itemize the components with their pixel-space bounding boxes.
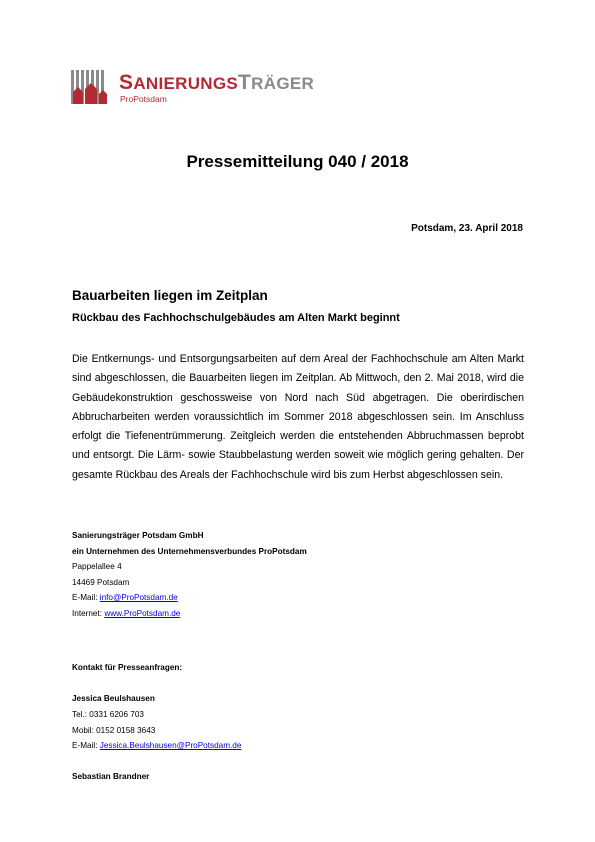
company-web-link[interactable]: www.ProPotsdam.de <box>104 608 181 618</box>
company-street: Pappelallee 4 <box>72 562 122 572</box>
company-email-row <box>72 590 307 606</box>
contact2-name: Sebastian Brandner <box>72 772 150 782</box>
contact1-email-label: E-Mail: <box>72 741 100 751</box>
article-title: Bauarbeiten liegen im Zeitplan <box>72 288 268 303</box>
contact1-tel: Tel.: 0331 6206 703 <box>72 709 144 719</box>
article-subtitle: Rückbau des Fachhochschulgebäudes am Alten Markt beginnt <box>72 312 400 324</box>
logo-wordmark: SANIERUNGSTRÄGER <box>119 71 315 94</box>
company-tagline: ein Unternehmen des Unternehmensverbundes ProPotsdam <box>72 546 307 556</box>
press-contact-heading: Kontakt für Presseanfragen: <box>72 663 183 673</box>
logo-mark-icon <box>70 70 114 104</box>
company-city: 14469 Potsdam <box>72 577 130 587</box>
contact-block <box>72 528 307 785</box>
company-email-link[interactable]: info@ProPotsdam.de <box>99 593 178 603</box>
logo-subtitle: ProPotsdam <box>120 94 167 104</box>
press-release-headline: Pressemitteilung 040 / 2018 <box>186 152 409 171</box>
article-body: Die Entkernungs- und Entsorgungsarbeiten auf dem Areal der Fachhochschule am Alten Markt sind abgeschlossen, die Bauarbeiten liegen im Zeitplan. Ab Mittwoch, den 2. Mai 2018, wird die Gebäudekonstruktion geschossweise von Nord nach Süd abgetragen. Die oberirdischen Abbrucharbeiten werden voraussichtlich im Sommer 2018 abgeschlossen sein. Im Anschluss erfolgt die Tiefenentrümmerung. Zeitgleich werden die entstehenden Abbruchmassen beprobt und entsorgt. Die Lärm- sowie Staubbelastung werden soweit wie möglich gering gehalten. Der gesamte Rückbau des Areals der Fachhochschule wird bis zum Herbst abgeschlossen sein. <box>72 353 524 481</box>
web-label: Internet: <box>72 608 105 618</box>
dateline: Potsdam, 23. April 2018 <box>411 223 523 234</box>
contact1-name: Jessica Beulshausen <box>72 694 155 704</box>
contact1-email-row <box>72 738 307 754</box>
contact1-email-link[interactable]: Jessica.Beulshausen@ProPotsdam.de <box>99 741 242 751</box>
email-label: E-Mail: <box>72 593 100 603</box>
company-name: Sanierungsträger Potsdam GmbH <box>72 531 204 540</box>
contact1-mobile: Mobil: 0152 0158 3643 <box>72 725 156 735</box>
logo <box>70 70 340 106</box>
company-web-row <box>72 606 307 622</box>
